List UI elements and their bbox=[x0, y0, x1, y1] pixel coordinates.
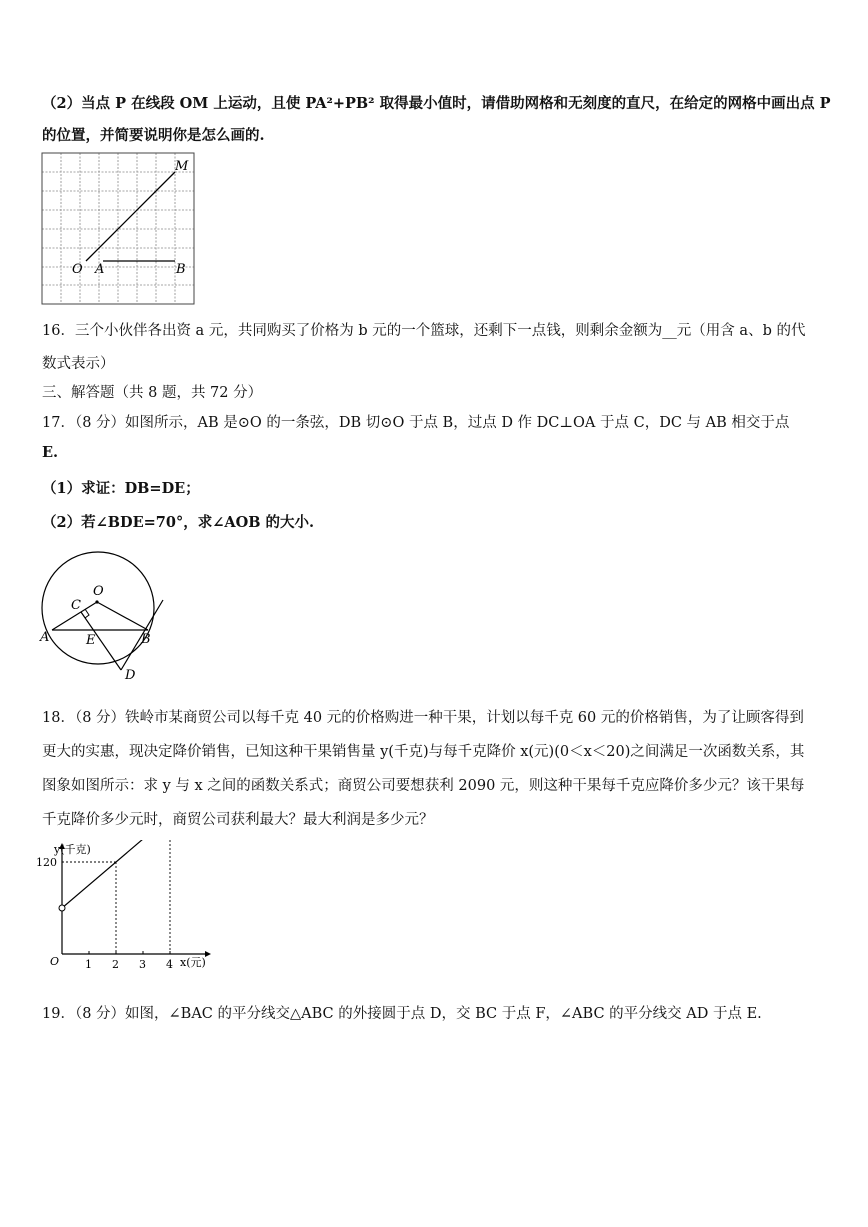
label-O: O bbox=[72, 262, 83, 277]
label-D: D bbox=[125, 668, 136, 683]
x-tick-label: 1 bbox=[85, 958, 92, 971]
right-angle-mark bbox=[85, 609, 89, 618]
circle-figure bbox=[36, 545, 176, 687]
q15-part2-line1: （2）当点 P 在线段 OM 上运动，且使 PA²+PB² 取得最小值时，请借助网格和无刻度的直尺，在给定的网格中画出点 P bbox=[42, 95, 831, 112]
y-axis-label: y(千克) bbox=[54, 843, 91, 856]
label-M: M bbox=[175, 159, 189, 174]
q17-line1: 17．（8 分）如图所示，AB 是⊙O 的一条弦，DB 切⊙O 于点 B，过点 D 作 DC⊥OA 于点 C，DC 与 AB 相交于点 bbox=[42, 415, 790, 431]
y-tick-label: 120 bbox=[36, 856, 57, 869]
open-point bbox=[59, 905, 65, 911]
x-axis-arrow bbox=[205, 951, 211, 957]
q18-line1: 18．（8 分）铁岭市某商贸公司以每千克 40 元的价格购进一种干果，计划以每千克 60 元的价格销售，为了让顾客得到 bbox=[42, 710, 804, 726]
q18-line2: 更大的实惠，现决定降价销售，已知这种干果销售量 y(千克)与每千克降价 x(元)(0＜x＜20)之间满足一次函数关系，其 bbox=[42, 744, 805, 760]
q16-line1: 16．三个小伙伴各出资 a 元，共同购买了价格为 b 元的一个篮球，还剩下一点钱，则剩余金额为__元（用含 a、b 的代 bbox=[42, 323, 806, 339]
q17-part1: （1）求证：DB=DE； bbox=[42, 480, 200, 497]
section3-heading: 三、解答题（共 8 题，共 72 分） bbox=[42, 385, 263, 401]
x-axis-label: x(元) bbox=[180, 956, 206, 969]
label-C: C bbox=[71, 598, 81, 613]
q18-line4: 千克降价多少元时，商贸公司获利最大？最大利润是多少元？ bbox=[42, 812, 434, 828]
q17-line2: E. bbox=[42, 444, 59, 461]
x-tick-label: 3 bbox=[139, 958, 146, 971]
q19-line1: 19．（8 分）如图，∠BAC 的平分线交△ABC 的外接圆于点 D，交 BC 于点 F，∠ABC 的平分线交 AD 于点 E. bbox=[42, 1006, 762, 1022]
q18-line3: 图象如图所示：求 y 与 x 之间的函数关系式；商贸公司要想获利 2090 元，则这种干果每千克应降价多少元？该干果每 bbox=[42, 778, 805, 794]
grid-figure bbox=[36, 150, 198, 308]
radius-OB bbox=[97, 602, 148, 630]
q16-line2: 数式表示） bbox=[42, 356, 115, 372]
label-O: O bbox=[93, 584, 104, 599]
label-E: E bbox=[86, 633, 96, 648]
label-A: A bbox=[40, 630, 50, 645]
q15-part2-line2: 的位置，并简要说明你是怎么画的. bbox=[42, 127, 265, 144]
label-A: A bbox=[95, 262, 105, 277]
x-tick-label: 2 bbox=[112, 958, 119, 971]
circle-O bbox=[42, 552, 154, 664]
q17-part2: （2）若∠BDE=70°，求∠AOB 的大小. bbox=[42, 514, 315, 531]
label-B: B bbox=[176, 262, 186, 277]
origin-label: O bbox=[50, 955, 60, 968]
linear-chart bbox=[30, 840, 220, 975]
label-B: B bbox=[141, 632, 151, 647]
x-tick-label: 4 bbox=[166, 958, 173, 971]
